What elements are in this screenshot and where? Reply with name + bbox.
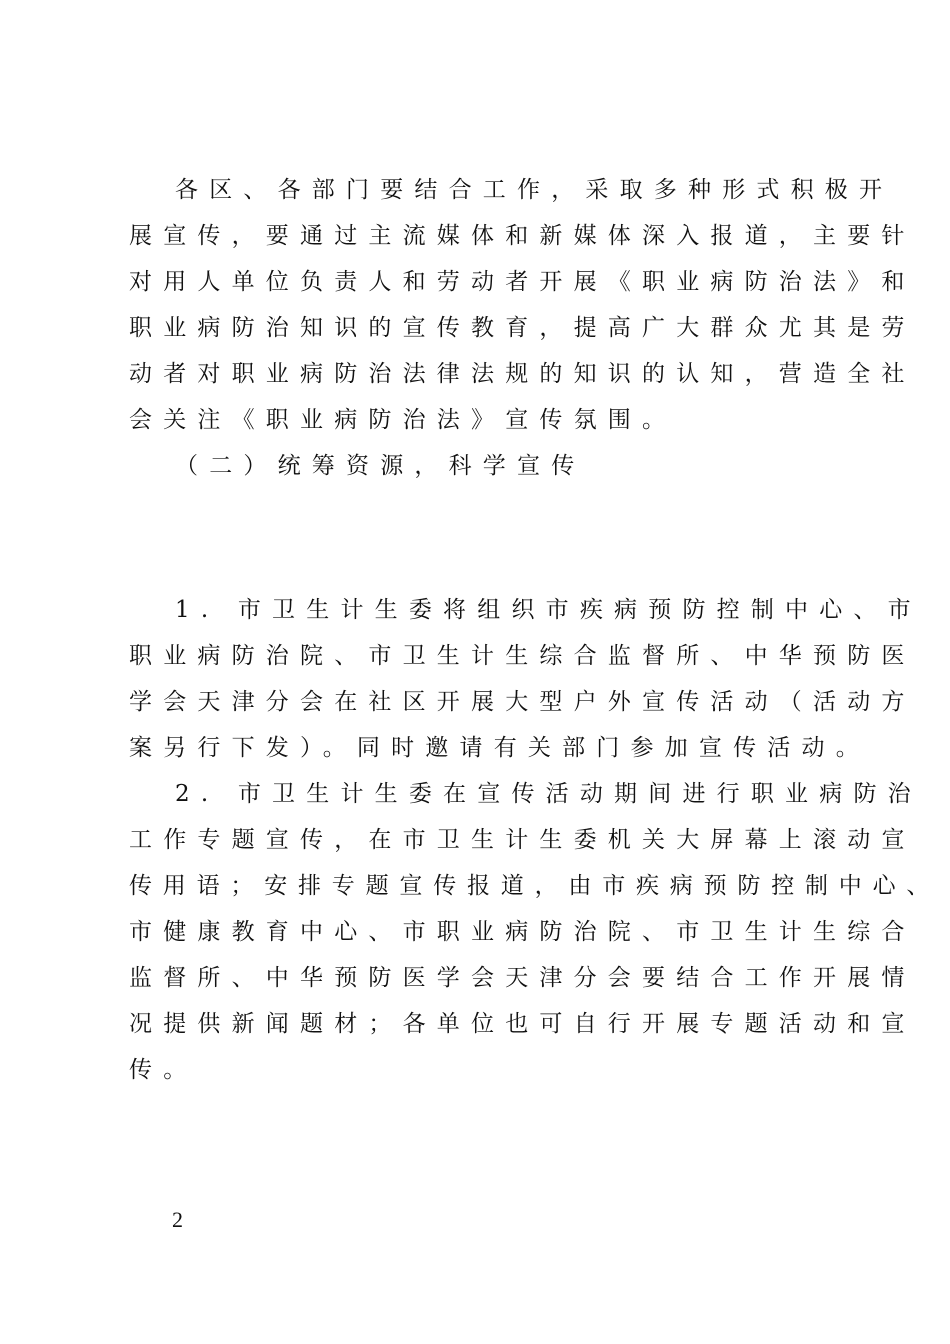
section-heading: （二）统筹资源，科学宣传 bbox=[175, 453, 586, 479]
text-line: 学会天津分会在社区开展大型户外宣传活动（活动方 bbox=[129, 689, 916, 715]
text-line: 会关注《职业病防治法》宣传氛围。 bbox=[129, 407, 677, 433]
page-number: 2 bbox=[172, 1207, 183, 1232]
text-line: 1. 市卫生计生委将组织市疾病预防控制中心、市 bbox=[175, 597, 922, 623]
text-line: 案另行下发）。同时邀请有关部门参加宣传活动。 bbox=[129, 735, 870, 761]
text-line: 工作专题宣传，在市卫生计生委机关大屏幕上滚动宣 bbox=[129, 827, 916, 853]
text-line: 动者对职业病防治法律法规的知识的认知，营造全社 bbox=[129, 361, 916, 387]
text-line: 2. 市卫生计生委在宣传活动期间进行职业病防治 bbox=[175, 781, 922, 807]
text-line: 况提供新闻题材；各单位也可自行开展专题活动和宣 bbox=[129, 1011, 916, 1037]
text-line: 各区、各部门要结合工作，采取多种形式积极开 bbox=[175, 177, 894, 203]
text-line: 展宣传，要通过主流媒体和新媒体深入报道，主要针 bbox=[129, 223, 916, 249]
text-line: 传。 bbox=[129, 1057, 198, 1083]
text-line: 监督所、中华预防医学会天津分会要结合工作开展情 bbox=[129, 965, 916, 991]
text-line: 市健康教育中心、市职业病防治院、市卫生计生综合 bbox=[129, 919, 916, 945]
text-line: 对用人单位负责人和劳动者开展《职业病防治法》和 bbox=[129, 269, 916, 295]
text-line: 传用语；安排专题宣传报道，由市疾病预防控制中心、 bbox=[129, 873, 941, 899]
text-line: 职业病防治院、市卫生计生综合监督所、中华预防医 bbox=[129, 643, 916, 669]
text-line: 职业病防治知识的宣传教育，提高广大群众尤其是劳 bbox=[129, 315, 916, 341]
